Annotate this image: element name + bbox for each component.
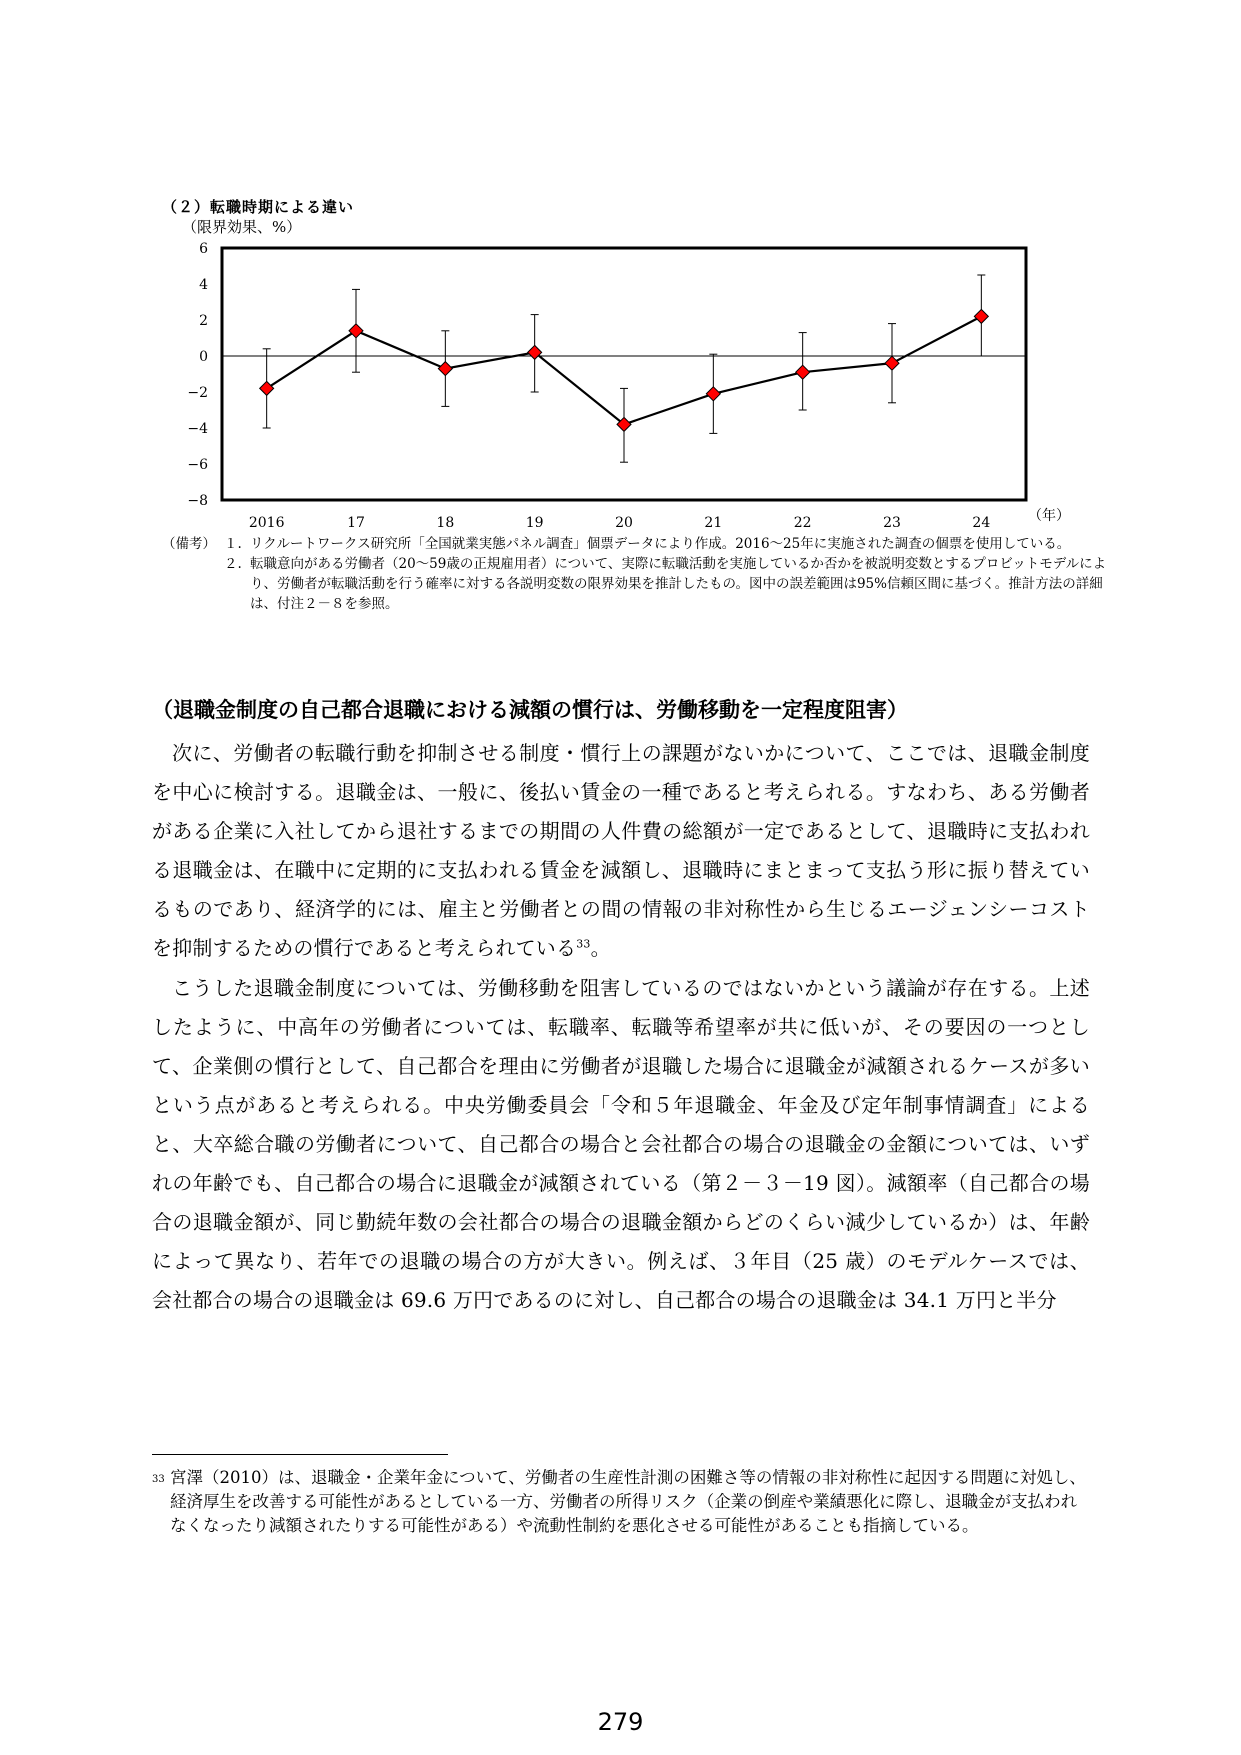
note-text: リクルートワークス研究所「全国就業実態パネル調査」個票データにより作成。2016～25年に実施された調査の個票を使用している。 — [250, 536, 1071, 552]
paragraph: こうした退職金制度については、労働移動を阻害しているのではないかという議論が存在する。上述したように、中高年の労働者については、転職率、転職等希望率が共に低いが、その要因の一つとして、企業側の慣行として、自己都合を理由に労働者が退職した場合に退職金が減額されるケースが多いという点があると考えられる。中央労働委員会「令和５年退職金、年金及び定年制事情調査」によると、大卒総合職の労働者について、自己都合の場合と会社都合の場合の退職金の金額については、いずれの年齢でも、自己都合の場合に退職金が減額されている（第２－３－19 図）。減額率（自己都合の場合の退職金額が、同じ勤続年数の会社都合の場合の退職金額からどのくらい減少しているか）は、年齢によって異なり、若年での退職の場合の方が大きい。例えば、３年目（25 歳）のモデルケースでは、会社都合の場合の退職金は 69.6 万円であるのに対し、自己都合の場合の退職金は 34.1 万円と半分 — [152, 975, 1090, 1313]
data-point-marker — [706, 387, 720, 401]
footnote-mark: 33 — [152, 1474, 165, 1485]
x-tick-label: 2016 — [248, 515, 285, 531]
y-tick-label: 0 — [199, 349, 208, 365]
data-point-marker — [438, 362, 452, 376]
x-tick-label: 23 — [883, 515, 901, 531]
data-point-marker — [974, 309, 988, 323]
chart-heading: （２）転職時期による違い — [162, 198, 355, 216]
x-tick-label: 22 — [793, 515, 812, 531]
y-tick-label: −8 — [187, 493, 208, 509]
chart-notes — [162, 534, 1122, 614]
x-tick-label: 21 — [704, 515, 723, 531]
y-axis-label: （限界効果、%） — [182, 218, 302, 236]
page-number: 279 — [597, 1708, 644, 1736]
y-tick-label: 4 — [199, 277, 208, 293]
footnote-text: 宮澤（2010）は、退職金・企業年金について、労働者の生産性計測の困難さ等の情報の非対称性に起因する問題に対処し、経済厚生を改善する可能性があるとしている一方、労働者の所得リスク（企業の倒産や業績悪化に際し、退職金が支払われなくなったり減額されたりする可能性がある）や流動性制約を悪化させる可能性があることも指摘している。 — [170, 1468, 1086, 1535]
note-row-1 — [162, 534, 1122, 554]
y-tick-label: −2 — [187, 385, 208, 401]
x-tick-label: 24 — [972, 515, 991, 531]
note-number: １. — [224, 536, 242, 552]
y-tick-label: 6 — [199, 241, 208, 257]
footnote-reference[interactable]: 33 — [576, 937, 591, 951]
y-tick-label: −6 — [187, 457, 208, 473]
x-tick-label: 20 — [615, 515, 633, 531]
data-point-marker — [349, 324, 363, 338]
footnote — [152, 1466, 1090, 1538]
section-heading: （退職金制度の自己都合退職における減額の慣行は、労働移動を一定程度阻害） — [152, 698, 908, 722]
note-text: 転職意向がある労働者（20～59歳の正規雇用者）について、実際に転職活動を実施しているか否かを被説明変数とするプロビットモデルにより、労働者が転職活動を行う確率に対する各説明変数の限界効果を推計したもの。図中の誤差範囲は95%信頼区間に基づく。推計方法の詳細は、付注２－８を参照。 — [250, 556, 1107, 612]
footnote-divider — [152, 1454, 448, 1455]
line-chart — [150, 218, 1070, 531]
x-tick-label: 18 — [436, 515, 455, 531]
x-tick-label: 19 — [525, 515, 544, 531]
x-tick-label: 17 — [347, 515, 365, 531]
data-point-marker — [796, 365, 810, 379]
notes-label: （備考） — [162, 536, 216, 552]
data-point-marker — [260, 381, 274, 395]
y-tick-label: −4 — [187, 421, 208, 437]
note-number: ２. — [224, 556, 242, 572]
data-point-marker — [885, 356, 899, 370]
body-text — [152, 734, 1090, 1320]
x-axis-unit: （年） — [1028, 508, 1070, 524]
y-tick-label: 2 — [199, 313, 208, 329]
paragraph: 次に、労働者の転職行動を抑制させる制度・慣行上の課題がないかについて、ここでは、退職金制度を中心に検討する。退職金は、一般に、後払い賃金の一種であると考えられる。すなわち、ある労働者がある企業に入社してから退社するまでの期間の人件費の総額が一定であるとして、退職時に支払われる退職金は、在職中に定期的に支払われる賃金を減額し、退職時にまとまって支払う形に振り替えているものであり、経済学的には、雇主と労働者との間の情報の非対称性から生じるエージェンシーコストを抑制するための慣行であると考えられている$^{33}$。 — [152, 741, 1090, 961]
note-row-2 — [162, 554, 1122, 614]
